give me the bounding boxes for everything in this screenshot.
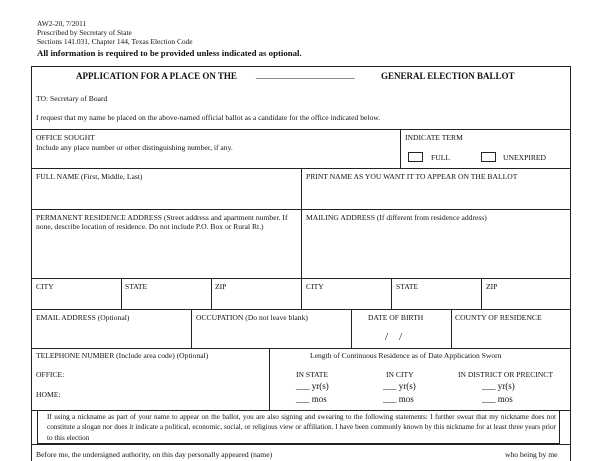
residence-zip-label: ZIP [215, 282, 227, 291]
in-city-months[interactable]: ___ mos [383, 394, 414, 404]
county-of-residence-label: COUNTY OF RESIDENCE [455, 313, 542, 322]
date-of-birth-slashes[interactable]: / / [385, 331, 403, 343]
required-notice: All information is required to be provided unless indicated as optional. [37, 48, 302, 58]
oath-intro: Before me, the undersigned authority, on this day personally appeared (name) [36, 450, 273, 459]
mailing-city-label: CITY [306, 282, 324, 291]
election-name-blank[interactable]: ________________________ [256, 70, 355, 80]
email-label: EMAIL ADDRESS (Optional) [36, 313, 130, 322]
in-district-label: IN DISTRICT OR PRECINCT [458, 370, 553, 379]
telephone-label: TELEPHONE NUMBER (Include area code) (Optional) [36, 351, 209, 360]
mailing-address-label: MAILING ADDRESS (If different from residence address) [306, 213, 487, 222]
to-line: TO: Secretary of Board [36, 94, 108, 103]
home-phone-label: HOME: [36, 390, 61, 399]
election-code-sections: Sections 141.031, Chapter 144, Texas Election Code [37, 37, 193, 46]
residence-length-title: Length of Continuous Residence as of Date Application Sworn [310, 351, 502, 360]
office-sought-label: OFFICE SOUGHT [36, 133, 95, 142]
ballot-name-label: PRINT NAME AS YOU WANT IT TO APPEAR ON THE BALLOT [306, 172, 518, 181]
prescribed-by: Prescribed by Secretary of State [37, 28, 132, 37]
in-city-years[interactable]: ___ yr(s) [383, 381, 416, 391]
mailing-state-label: STATE [396, 282, 419, 291]
request-statement: I request that my name be placed on the above-named official ballot as a candidate for the office indicated below. [36, 113, 381, 122]
office-sought-hint: Include any place number or other distinguishing number, if any. [36, 143, 233, 152]
full-term-label: FULL [431, 153, 450, 162]
full-name-label: FULL NAME (First, Middle, Last) [36, 172, 143, 181]
in-state-label: IN STATE [296, 370, 329, 379]
form-title-left: APPLICATION FOR A PLACE ON THE [76, 71, 237, 81]
in-city-label: IN CITY [386, 370, 414, 379]
occupation-label: OCCUPATION (Do not leave blank) [196, 313, 308, 322]
unexpired-term-label: UNEXPIRED [503, 153, 547, 162]
residence-state-label: STATE [125, 282, 148, 291]
nickname-statement: If using a nickname as part of your name to appear on the ballot, you are also signing and swearing to the following statements: I further swear that my nickname does not constitute a slogan nor does it indicate a political, economic, social, or religious view or affiliation. I have been commonly known by this nickname for at least three years prior to this election [47, 413, 556, 442]
in-state-years[interactable]: ___ yr(s) [296, 381, 329, 391]
office-phone-label: OFFICE: [36, 370, 65, 379]
in-district-months[interactable]: ___ mos [482, 394, 513, 404]
full-term-checkbox[interactable] [408, 152, 423, 162]
form-title-right: GENERAL ELECTION BALLOT [381, 71, 515, 81]
indicate-term-label: INDICATE TERM [405, 133, 463, 142]
residence-city-label: CITY [36, 282, 54, 291]
in-state-months[interactable]: ___ mos [296, 394, 327, 404]
date-of-birth-label: DATE OF BIRTH [368, 313, 424, 322]
permanent-address-label: PERMANENT RESIDENCE ADDRESS (Street address and apartment number. If none, describe location of residence. Do not include P.O. Box or Rural Rt.) [36, 213, 288, 232]
unexpired-term-checkbox[interactable] [481, 152, 496, 162]
oath-intro-right: who being by me [505, 450, 558, 459]
in-district-years[interactable]: ___ yr(s) [482, 381, 515, 391]
form-id: AW2-20, 7/2011 [37, 19, 87, 28]
mailing-zip-label: ZIP [486, 282, 498, 291]
